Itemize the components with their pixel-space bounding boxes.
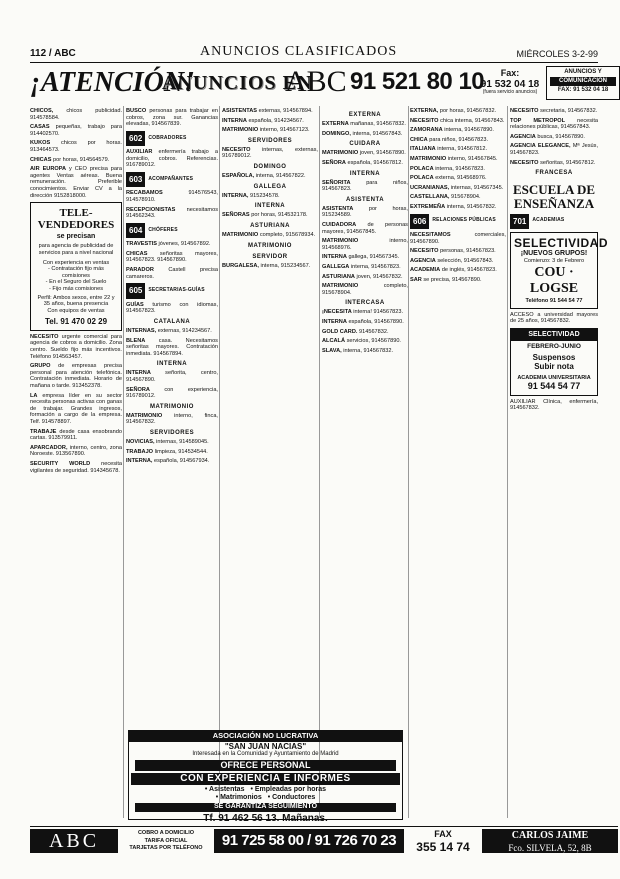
subsection-header: INTERNA <box>156 361 188 368</box>
classified-ad: APARCADOR, interno, centro, zona Noroeste. 913567890. <box>30 444 122 458</box>
classified-ad: NECESITO chica interna, 914567843. <box>410 117 505 124</box>
classified-ad: LA empresa líder en su sector necesita personas activas con ganas de trabajar. Grandes ingresos, formación a cargo de la empresa. Telf. 914578897. <box>30 392 122 425</box>
escuela-logo: ESCUELA DE ENSEÑANZA <box>513 182 595 211</box>
anbox-line2: COMUNICACIÓN <box>550 77 616 86</box>
subsection-header: EXTERNA <box>348 112 382 118</box>
classified-ad: CHICA para niños, 914567823. <box>410 136 489 143</box>
column-2 <box>126 108 218 828</box>
classified-ad: ALCALÁ servicios, 914567890. <box>322 338 401 345</box>
cobro-line: TARJETAS POR TELÉFONO <box>129 845 203 852</box>
tele-line: Con equipos de ventas <box>47 307 105 314</box>
anuncios-text: ANUNCIOS EN <box>162 72 313 94</box>
assoc-ofrece: OFRECE PERSONAL <box>135 760 396 771</box>
tele-line: para agencia de publicidad de servicios para a nivel nacional <box>38 243 114 257</box>
assoc-service: • Empleadas por horas <box>250 785 327 793</box>
assoc-service: • Matrimonios <box>215 794 262 802</box>
classified-ad: AGENCIA ELEGANCE, Mª Jesús, 914567823. <box>510 143 598 156</box>
page-number: 112 / ABC <box>30 48 76 60</box>
column-1 <box>30 108 122 828</box>
subsection-header: MATRIMONIO <box>150 403 194 410</box>
classified-ad: PARADOR Castell precisa camareros. <box>126 267 218 280</box>
sel-cou: COU · LOGSE <box>529 264 579 297</box>
classified-ad: NECESITO secretaria, 914567832. <box>510 108 598 114</box>
footer-fax <box>410 829 476 854</box>
subsection-header: SERVIDOR <box>252 253 288 260</box>
classified-ad: GRUPO de empresas precisa personal para atención telefónica. Contratación inmediata. Horario de mañana o tarde. 913452378. <box>30 363 122 389</box>
subsection-header: SERVIDORES <box>149 430 195 437</box>
subsection-header: ASTURIANA <box>250 223 290 230</box>
classified-ad: AUXILIAR Clínica, enfermería, 914567832. <box>510 398 598 412</box>
classified-ad: BLENA casa. Necesitamos señoritas mayores. Contratación inmediata. 914567894. <box>126 337 218 357</box>
selectividad-ad-2 <box>510 328 598 396</box>
classified-ad: CUIDADORA de personas mayores, 914567845. <box>322 222 408 235</box>
tele-sub: se precisan <box>56 233 96 241</box>
classified-ad: CHICAS por horas, 914564579. <box>30 156 110 163</box>
section-603: 603 ACOMPAÑANTES <box>126 172 218 187</box>
sel-tel: Teléfono 91 544 54 77 <box>525 297 583 304</box>
assoc-services <box>129 794 402 802</box>
fax-number: 91 532 04 18 <box>480 78 540 90</box>
classified-ad: ZAMORANA interna, 914567890. <box>410 127 494 134</box>
classified-ad: INTERNA, española, 914567934. <box>126 458 210 465</box>
page-header <box>30 44 598 63</box>
classified-ad: CASAS pequeñas, trabajo para 914402570. <box>30 124 122 137</box>
assoc-phone: Tf. 91 462 56 13. Mañanas. <box>203 812 328 824</box>
footer-abc-logo: ABC <box>30 829 118 853</box>
classified-ad: RECEPCIONISTAS necesitamos 914562343. <box>126 206 218 220</box>
section-title: ANUNCIOS CLASIFICADOS <box>200 44 398 60</box>
classified-ad: ESPAÑOLA, interna, 914567822. <box>222 173 306 180</box>
cobro-line: TARIFA OFICIAL <box>144 837 188 844</box>
classified-ad: ACADEMIA de inglés, 914567823. <box>410 267 497 274</box>
classified-ad: BUSCO personas para trabajar en cobros, zona sur. Ganancias elevadas, 914567839. <box>126 108 218 128</box>
classified-ad: ASISTENTA por horas, 915234589. <box>322 205 408 219</box>
classified-ad: EXTERNA mañanas, 914567832. <box>322 121 406 128</box>
banner-fax <box>480 69 540 95</box>
classified-ad: AGENCIA selección, 914567843. <box>410 257 494 264</box>
classified-ad: BURGALESA, interna, 915234567. <box>222 262 311 269</box>
footer-fax-label: FAX <box>434 829 452 839</box>
anuncios-box <box>546 66 620 100</box>
assoc-name: "SAN JUAN NACIAS" <box>224 741 307 751</box>
attention-banner <box>30 66 620 106</box>
section-605: 605 SECRETARIAS-GUÍAS <box>126 283 218 298</box>
classified-ad: INTERNA española, 914234567. <box>222 117 304 124</box>
column-5 <box>410 108 506 828</box>
classified-ad: GALLEGA interna, 914567823. <box>322 264 401 271</box>
tele-line: Perfil: Ambos sexos, entre 22 y 35 años, buena presencia <box>37 294 115 308</box>
anbox-line3: FAX: 91 532 04 18 <box>557 87 609 94</box>
association-ad <box>128 730 403 824</box>
column-rule <box>123 106 124 818</box>
assoc-title: ASOCIACIÓN NO LUCRATIVA <box>129 731 402 742</box>
tele-line: - Contratación fijo más comisiones <box>48 266 104 279</box>
section-606: 606 RELACIONES PÚBLICAS <box>410 214 506 229</box>
column-3 <box>222 108 318 828</box>
subsection-header: INTERNA <box>254 203 286 210</box>
subsection-header: SERVIDORES <box>247 137 293 144</box>
classified-ad: GUÍAS turismo con idiomas, 914567823. <box>126 301 218 315</box>
classified-ad: AUXILIAR enfermería trabajo a domicilio, cobros. Referencias. 916789012. <box>126 149 218 169</box>
sel2-a: Suspensos <box>532 352 576 362</box>
section-604: 604 CHÓFERES <box>126 223 218 238</box>
assoc-service: • Conductores <box>267 794 316 802</box>
classified-ad: NOVICIAS, internas, 914589045. <box>126 439 209 446</box>
fax-note: (fuera servicio anuncios) <box>482 88 538 95</box>
classified-ad: MATRIMONIO interno, 914567845. <box>410 155 498 162</box>
banner-phone: 91 521 80 10 <box>350 68 485 95</box>
classified-ad: INTERNA, 915234578. <box>222 192 280 199</box>
column-rule <box>507 106 508 818</box>
column-4 <box>322 108 408 828</box>
fax-label: Fax: <box>500 68 520 78</box>
sel2-b: Subir nota <box>534 362 574 372</box>
subsection-header: CATALANA <box>153 318 191 325</box>
classified-ad: CHICAS señoritas mayores, 914567823. 914567890. <box>126 250 218 264</box>
tele-phone: Tel. 91 470 02 29 <box>44 317 108 327</box>
classified-ad: INTERNAS, externas, 914234567. <box>126 327 212 334</box>
assoc-subtitle: Interesada en la Comunidad y Ayuntamiento de Madrid <box>192 751 339 758</box>
classified-ad: EXTERNA, por horas, 914567832. <box>410 108 497 114</box>
classified-ad: NECESITO señoritas, 914567812. <box>510 159 596 166</box>
classified-ad: MATRIMONIO completo, 915678904. <box>322 283 408 296</box>
classified-ad: SLAVA, interna, 914567832. <box>322 347 394 354</box>
column-rule <box>219 106 220 818</box>
abc-logo: ABC <box>285 65 347 98</box>
classified-ad: MATRIMONIO interno, 914568976. <box>322 238 408 251</box>
subsection-header: CUIDARA <box>349 141 381 148</box>
classified-ad: GOLD CARD. 914567832. <box>322 328 389 335</box>
classified-ad: MATRIMONIO joven, 914567890. <box>322 150 406 157</box>
classified-ad: ACCESO a universidad mayores de 25 años, 914567832. <box>510 311 598 325</box>
classified-ad: CHICOS, chicos publicidad. 914578584. <box>30 108 122 121</box>
classified-ad: AIR EUROPA y CEO precisa para agentes Ventas aéreas. Buena remuneración. Preferible conocimientos. Enviar CV a la dirección 9152818000. <box>30 166 122 199</box>
office-address: Fco. SILVELA, 52, 8B <box>508 842 592 853</box>
subsection-header: MATRIMONIO <box>248 242 292 249</box>
classified-ad: NECESITO urgente comercial para agencia de cobros a domicilio. Zona centro. Sueldo fijo más incentivos. Teléfono 914563457. <box>30 333 122 360</box>
section-701: 701 ACADEMIAS <box>510 214 598 229</box>
footer-fax-number: 355 14 74 <box>416 839 470 854</box>
classified-ad: TOP METROPOL necesita relaciones públicas, 914567843. <box>510 117 598 131</box>
classified-ad: INTERNA gallega, 914567345. <box>322 254 400 261</box>
classified-ad: SEÑORA española, 914567812. <box>322 159 403 166</box>
anbox-line1: ANUNCIOS Y <box>564 69 602 75</box>
tele-line: - En el Seguro del Suelo <box>45 279 107 286</box>
column-rule <box>319 106 320 818</box>
televendedores-ad <box>30 202 122 331</box>
classified-ad: UCRANIANAS, internas, 914567345. <box>410 184 504 191</box>
issue-date: MIÉRCOLES 3-2-99 <box>516 49 598 60</box>
classified-ad: INTERNA española, 914567890. <box>322 319 404 326</box>
classified-ad: MATRIMONIO interno, finca, 914567832. <box>126 412 218 426</box>
classified-ad: SECURITY WORLD necesita vigilantes de seguridad. 914345678. <box>30 460 122 474</box>
sel2-title: SELECTIVIDAD <box>511 329 597 341</box>
classified-ad: TRABAJO limpieza, 914534544. <box>126 448 208 455</box>
classified-ad: TRABAJE desde casa ensobrando cartas. 913579911. <box>30 428 122 442</box>
classified-ad: POLACA interna, 914567823. <box>410 165 485 172</box>
classified-ad: NECESITO personas, 914567823. <box>410 248 496 255</box>
tele-line: - Fijo más comisiones <box>48 286 104 293</box>
sel2-acad: ACADEMIA UNIVERSITARIA <box>517 374 591 381</box>
subsection-header: GALLEGA <box>253 183 287 190</box>
subsection-header: DOMINGO <box>253 164 287 171</box>
classified-ad: DOMINGO, interna, 914567843. <box>322 130 403 137</box>
column-rule <box>408 106 409 818</box>
classified-ad: NECESITO internas, externas, 916789012. <box>222 146 318 160</box>
section-602: 602 COBRADORES <box>126 131 218 146</box>
assoc-services <box>129 786 402 794</box>
subsection-header: FRANCESA <box>535 170 573 177</box>
classified-ad: ASTURIANA joven, 914567832. <box>322 273 403 280</box>
footer-phones: 91 725 58 00 / 91 726 70 23 <box>214 829 404 853</box>
classified-ad: CASTELLANA, 915678904. <box>410 194 481 201</box>
subsection-header: INTERNA <box>349 170 381 177</box>
sel-sub: ¡NUEVOS GRUPOS! <box>520 250 588 258</box>
classified-ad: NECESITAMOS comerciales, 914567890. <box>410 231 506 245</box>
sel-date: Comienzo: 3 de Febrero <box>523 258 585 265</box>
subsection-header: INTERCASA <box>345 300 385 307</box>
footer-office <box>482 829 618 853</box>
footer-bar <box>30 826 618 854</box>
classified-ad: ¡NECESITA interna! 914567823. <box>322 309 404 316</box>
classified-ad: KUKOS chicos por horas. 913464573. <box>30 140 122 153</box>
classified-ad: INTERNA señorita, centro, 914567890. <box>126 370 218 383</box>
classified-ad: ITALIANA interna, 914567812. <box>410 146 488 153</box>
sel-title: SELECTIVIDAD <box>514 235 609 250</box>
classified-ad: RECABAMOS 914576543, 914578910. <box>126 190 218 204</box>
classified-ad: MATRIMONIO interno, 914567123. <box>222 127 310 134</box>
classified-ad: SEÑORITA para niños, 914567823. <box>322 179 408 193</box>
sel2-tel: 91 544 54 77 <box>527 381 581 392</box>
attention-text: ¡ATENCIÓN! <box>30 67 195 98</box>
selectividad-ad <box>510 232 609 309</box>
assoc-guarantee: SE GARANTIZA SEGUIMIENTO <box>135 803 396 811</box>
footer-cobro <box>122 830 210 853</box>
tele-line: Con experiencia en ventas <box>42 259 110 266</box>
sel2-sub: FEBRERO-JUNIO <box>527 343 581 351</box>
classified-ad: POLACA externa, 914568976. <box>410 175 487 182</box>
cobro-line: COBRO A DOMICILIO <box>137 830 195 836</box>
column-6 <box>510 108 609 828</box>
tele-title: TELE-VENDEDORES <box>37 207 115 231</box>
classified-ad: TRAVESTIS jóvenes, 914567892. <box>126 241 211 248</box>
classified-ad: AGENCIA busca, 914567890. <box>510 133 585 140</box>
classified-ad: SAR se precisa, 914567890. <box>410 276 482 283</box>
classified-ad: SEÑORA con experiencia, 916789012. <box>126 386 218 400</box>
classified-ad: SEÑORAS por horas, 914532178. <box>222 212 308 219</box>
office-name: CARLOS JAIME <box>511 830 589 841</box>
assoc-service: • Asistentas <box>204 785 245 793</box>
classified-ad: MATRIMONIO completo, 915678934. <box>222 232 316 239</box>
assoc-experience: CON EXPERIENCIA E INFORMES <box>131 773 400 785</box>
classified-ad: EXTREMEÑA interna, 914567832. <box>410 203 497 210</box>
classified-ad: ASISTENTAS externas, 914567894. <box>222 108 313 114</box>
subsection-header: ASISTENTA <box>345 196 385 203</box>
